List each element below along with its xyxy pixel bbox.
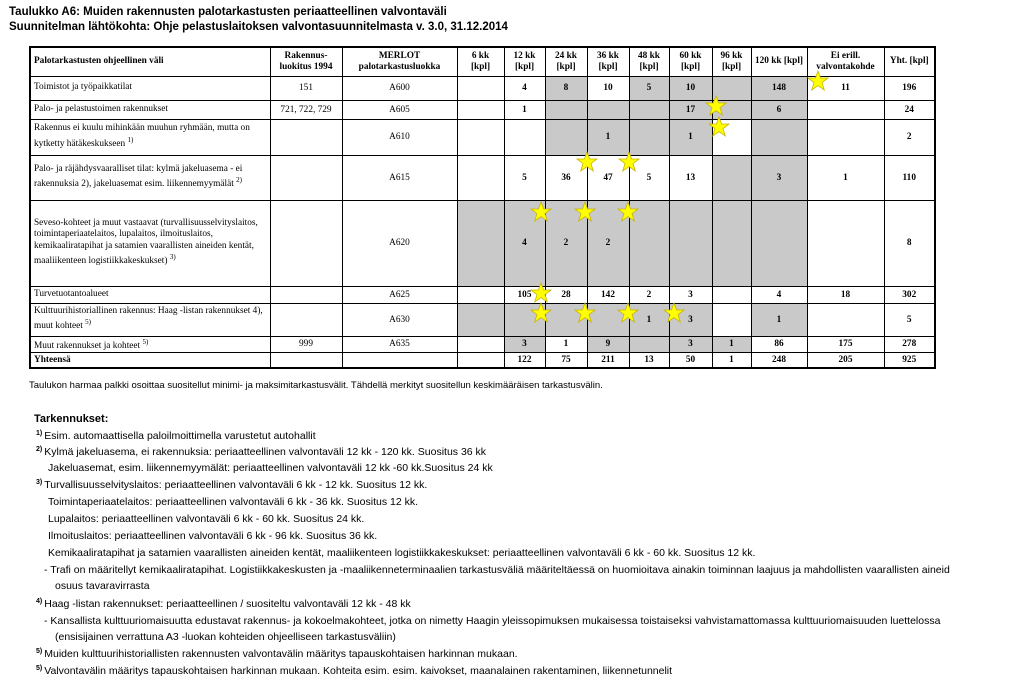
- cell-total: 24: [884, 100, 935, 119]
- header-interval: Palotarkastusten ohjeellinen väli: [30, 47, 270, 76]
- row-merlot: A610: [342, 119, 457, 155]
- totals-row: [30, 353, 935, 368]
- cell-total: 302: [884, 286, 935, 303]
- cell-m24: 2: [545, 200, 587, 286]
- cell-m36: 47: [587, 155, 629, 200]
- cell-m36: [587, 100, 629, 119]
- cell-m36: 142: [587, 286, 629, 303]
- cell-m6: [457, 76, 504, 100]
- note-line: Lupalaitos: periaatteellinen valvontaväli 6 kk - 60 kk. Suositus 24 kk.: [48, 513, 365, 525]
- cell-m12: 3: [504, 336, 545, 353]
- row-merlot: A630: [342, 303, 457, 336]
- star-icon: [708, 116, 730, 138]
- row-class1994: [270, 200, 342, 286]
- header-none: Ei erill. valvontakohde: [807, 47, 884, 76]
- totals-m48: 13: [629, 353, 669, 368]
- cell-m120: 1: [751, 303, 807, 336]
- cell-m96: [712, 155, 751, 200]
- table-caption: Taulukon harmaa palkki osoittaa suositellut minimi- ja maksimitarkastusvälit. Tähdellä merkityt suositellun keskimääräisen tarkastusvälin.: [29, 380, 603, 391]
- row-label: Palo- ja räjähdysvaaralliset tilat: kylmä jakeluasema - ei rakennuksia 2), jakeluasemat esim. liikennemyymälät $^{2)}$: [30, 155, 270, 200]
- cell-m120: [751, 119, 807, 155]
- cell-m6: [457, 119, 504, 155]
- header-class1994: Rakennus- luokitus 1994: [270, 47, 342, 76]
- cell-m24: 8: [545, 76, 587, 100]
- note-line: (ensisijainen verrattuna A3 -luokan kohteiden ohjeelliseen tarkastusväliin): [55, 631, 396, 643]
- cell-none: [807, 100, 884, 119]
- cell-none: 1: [807, 155, 884, 200]
- cell-m60: 3: [669, 336, 712, 353]
- totals-m36: 211: [587, 353, 629, 368]
- note-line: $^{3)}$ Turvallisuusselvityslaitos: periaatteellinen valvontaväli 6 kk - 12 kk. Suositus 12 kk.: [36, 479, 428, 491]
- table-row: [30, 303, 935, 336]
- totals-m12: 122: [504, 353, 545, 368]
- cell-m120: 4: [751, 286, 807, 303]
- row-label: Palo- ja pelastustoimen rakennukset: [30, 100, 270, 119]
- header-24kk: 24 kk [kpl]: [545, 47, 587, 76]
- note-line: osuus tavaravirrasta: [55, 580, 150, 592]
- cell-m60: [669, 200, 712, 286]
- totals-m120: 248: [751, 353, 807, 368]
- cell-total: 5: [884, 303, 935, 336]
- cell-m24: [545, 100, 587, 119]
- row-merlot: A615: [342, 155, 457, 200]
- cell-m48: 1: [629, 303, 669, 336]
- cell-total: 110: [884, 155, 935, 200]
- note-line: $^{5)}$ Valvontavälin määritys tapauskohtaisen harkinnan mukaan. Kohteita esim. esim. kaivokset, maanalainen rakentaminen, liikennetunnelit: [36, 665, 673, 677]
- table-row: [30, 336, 935, 353]
- cell-total: 2: [884, 119, 935, 155]
- cell-none: 18: [807, 286, 884, 303]
- cell-none: [807, 200, 884, 286]
- cell-m96: 1: [712, 336, 751, 353]
- row-merlot: A625: [342, 286, 457, 303]
- star-icon: [618, 151, 640, 173]
- totals-m6: [457, 353, 504, 368]
- row-merlot: A600: [342, 76, 457, 100]
- cell-m120: 86: [751, 336, 807, 353]
- header-row: [30, 47, 935, 76]
- note-marker: 1): [36, 430, 43, 437]
- cell-none: 175: [807, 336, 884, 353]
- note-line: Kemikaaliratapihat ja satamien vaarallisten aineiden kentät, maaliikenteen logistiikkakeskukset: periaatteellinen valvontaväli 6 kk - 60 kk. Suositus 12 kk.: [48, 547, 756, 559]
- cell-m48: 2: [629, 286, 669, 303]
- notes-heading: Tarkennukset:: [34, 413, 109, 425]
- cell-m120: 6: [751, 100, 807, 119]
- row-label: Rakennus ei kuulu mihinkään muuhun ryhmään, mutta on kytketty hätäkeskukseen $^{1)}$: [30, 119, 270, 155]
- header-merlot: MERLOT palotarkastusluokka: [342, 47, 457, 76]
- cell-none: [807, 119, 884, 155]
- header-total: Yht. [kpl]: [884, 47, 935, 76]
- cell-m48: [629, 100, 669, 119]
- note-marker: 5): [36, 665, 43, 672]
- cell-m12: 1: [504, 100, 545, 119]
- star-icon: [574, 302, 596, 324]
- cell-m36: 2: [587, 200, 629, 286]
- row-class1994: [270, 286, 342, 303]
- note-line: $^{4)}$ Haag -listan rakennukset: periaatteellinen / suositeltu valvontaväli 12 kk - 48 kk: [36, 598, 411, 610]
- row-label: Seveso-kohteet ja muut vastaavat (turvallisuusselvityslaitos, toimintaperiaatelaitos, lupalaitos, ilmoituslaitos, kemikaaliratapihat ja satamien vaarallisten aineiden kentät, maaliikenteen logistiikkakeskukset) $^{3)}$: [30, 200, 270, 286]
- cell-m12: 4: [504, 76, 545, 100]
- cell-m60: 3: [669, 303, 712, 336]
- cell-m60: 1: [669, 119, 712, 155]
- star-icon: [530, 302, 552, 324]
- note-line: $^{5)}$ Muiden kulttuurihistoriallisten rakennusten valvontavälin määritys tapauskohtaisen harkinnan mukaan.: [36, 648, 518, 660]
- cell-m60: 17: [669, 100, 712, 119]
- totals-label: Yhteensä: [30, 353, 270, 368]
- row-label: Toimistot ja työpaikkatilat: [30, 76, 270, 100]
- star-icon: [576, 151, 598, 173]
- note-marker: 5): [36, 648, 43, 655]
- cell-m96: [712, 200, 751, 286]
- star-icon: [617, 302, 639, 324]
- row-class1994: [270, 155, 342, 200]
- cell-m36: 1: [587, 119, 629, 155]
- header-96kk: 96 kk [kpl]: [712, 47, 751, 76]
- inspection-interval-table: [29, 46, 936, 369]
- cell-m36: 10: [587, 76, 629, 100]
- table-row: [30, 200, 935, 286]
- totals-total: 925: [884, 353, 935, 368]
- cell-m24: [545, 119, 587, 155]
- header-12kk: 12 kk [kpl]: [504, 47, 545, 76]
- note-marker: 3): [36, 479, 43, 486]
- cell-m12: 4: [504, 200, 545, 286]
- cell-m6: [457, 336, 504, 353]
- star-icon: [574, 201, 596, 223]
- note-line: Jakeluasemat, esim. liikennemyymälät: periaatteellinen valvontaväli 12 kk -60 kk.Suositus 24 kk: [48, 462, 493, 474]
- table-subtitle: Suunnitelman lähtökohta: Ohje pelastuslaitoksen valvontasuunnitelmasta v. 3.0, 31.12.2014: [9, 21, 508, 33]
- table-row: [30, 155, 935, 200]
- cell-none: [807, 303, 884, 336]
- row-class1994: [270, 303, 342, 336]
- cell-m96: [712, 303, 751, 336]
- note-marker: 2): [36, 446, 43, 453]
- table-row: [30, 76, 935, 100]
- cell-m24: 36: [545, 155, 587, 200]
- cell-total: 196: [884, 76, 935, 100]
- note-marker: 4): [36, 598, 43, 605]
- row-label: Turvetuotantoalueet: [30, 286, 270, 303]
- cell-m24: 1: [545, 336, 587, 353]
- table-row: [30, 100, 935, 119]
- cell-m60: 13: [669, 155, 712, 200]
- note-line: Toimintaperiaatelaitos: periaatteellinen valvontaväli 6 kk - 36 kk. Suositus 12 kk.: [48, 496, 419, 508]
- totals-m96: 1: [712, 353, 751, 368]
- star-icon: [807, 70, 829, 92]
- star-icon: [705, 95, 727, 117]
- table-row: [30, 119, 935, 155]
- cell-m96: [712, 286, 751, 303]
- cell-m6: [457, 303, 504, 336]
- star-icon: [530, 282, 552, 304]
- row-label: Muut rakennukset ja kohteet $^{5)}$: [30, 336, 270, 353]
- star-icon: [663, 302, 685, 324]
- cell-m6: [457, 155, 504, 200]
- cell-m48: [629, 119, 669, 155]
- note-line: - Trafi on määritellyt kemikaaliratapihat. Logistiikkakeskusten ja -maaliikenneterminaalien tarkastusväliä määriteltäessä on huomioitava ainakin toiminnan laajuus ja mahdollisten vaarallisten aineid: [44, 564, 950, 576]
- cell-m12: 5: [504, 155, 545, 200]
- cell-m60: 10: [669, 76, 712, 100]
- row-class1994: 151: [270, 76, 342, 100]
- note-line: $^{2)}$ Kylmä jakeluasema, ei rakennuksia: periaatteellinen valvontaväli 12 kk - 120 kk. Suositus 36 kk: [36, 446, 487, 458]
- header-120kk: 120 kk [kpl]: [751, 47, 807, 76]
- cell-none: 11: [807, 76, 884, 100]
- row-class1994: 999: [270, 336, 342, 353]
- cell-m48: 5: [629, 155, 669, 200]
- cell-m48: 5: [629, 76, 669, 100]
- cell-m12: 105: [504, 286, 545, 303]
- cell-m120: [751, 200, 807, 286]
- cell-m12: [504, 119, 545, 155]
- cell-total: 8: [884, 200, 935, 286]
- header-36kk: 36 kk [kpl]: [587, 47, 629, 76]
- row-merlot: A635: [342, 336, 457, 353]
- header-60kk: 60 kk [kpl]: [669, 47, 712, 76]
- header-6kk: 6 kk [kpl]: [457, 47, 504, 76]
- totals-merlot: [342, 353, 457, 368]
- cell-m48: [629, 336, 669, 353]
- row-merlot: A605: [342, 100, 457, 119]
- note-line: $^{1)}$ Esim. automaattisella paloilmoittimella varustetut autohallit: [36, 430, 316, 442]
- cell-m6: [457, 200, 504, 286]
- table-title: Taulukko A6: Muiden rakennusten palotarkastusten periaatteellinen valvontaväli: [9, 6, 447, 18]
- cell-m24: 28: [545, 286, 587, 303]
- note-line: - Kansallista kulttuuriomaisuutta edustavat rakennus- ja kokoelmakohteet, jotka on nimetty Haagin yleissopimuksen mukaisessa toistaiseksi vahvistamattomassa kulttuuriomaisuuden luettelossa: [44, 615, 941, 627]
- note-line: Ilmoituslaitos: periaatteellinen valvontaväli 6 kk - 96 kk. Suositus 36 kk.: [48, 530, 378, 542]
- totals-m24: 75: [545, 353, 587, 368]
- table-row: [30, 286, 935, 303]
- totals-m60: 50: [669, 353, 712, 368]
- row-label: Kulttuurihistoriallinen rakennus: Haag -listan rakennukset 4), muut kohteet $^{5)}$: [30, 303, 270, 336]
- cell-m120: 148: [751, 76, 807, 100]
- row-merlot: A620: [342, 200, 457, 286]
- cell-m120: 3: [751, 155, 807, 200]
- star-icon: [617, 201, 639, 223]
- cell-m6: [457, 286, 504, 303]
- row-class1994: 721, 722, 729: [270, 100, 342, 119]
- cell-total: 278: [884, 336, 935, 353]
- header-48kk: 48 kk [kpl]: [629, 47, 669, 76]
- star-icon: [530, 201, 552, 223]
- cell-m60: 3: [669, 286, 712, 303]
- totals-class1994: [270, 353, 342, 368]
- cell-m36: 9: [587, 336, 629, 353]
- row-class1994: [270, 119, 342, 155]
- totals-none: 205: [807, 353, 884, 368]
- cell-m6: [457, 100, 504, 119]
